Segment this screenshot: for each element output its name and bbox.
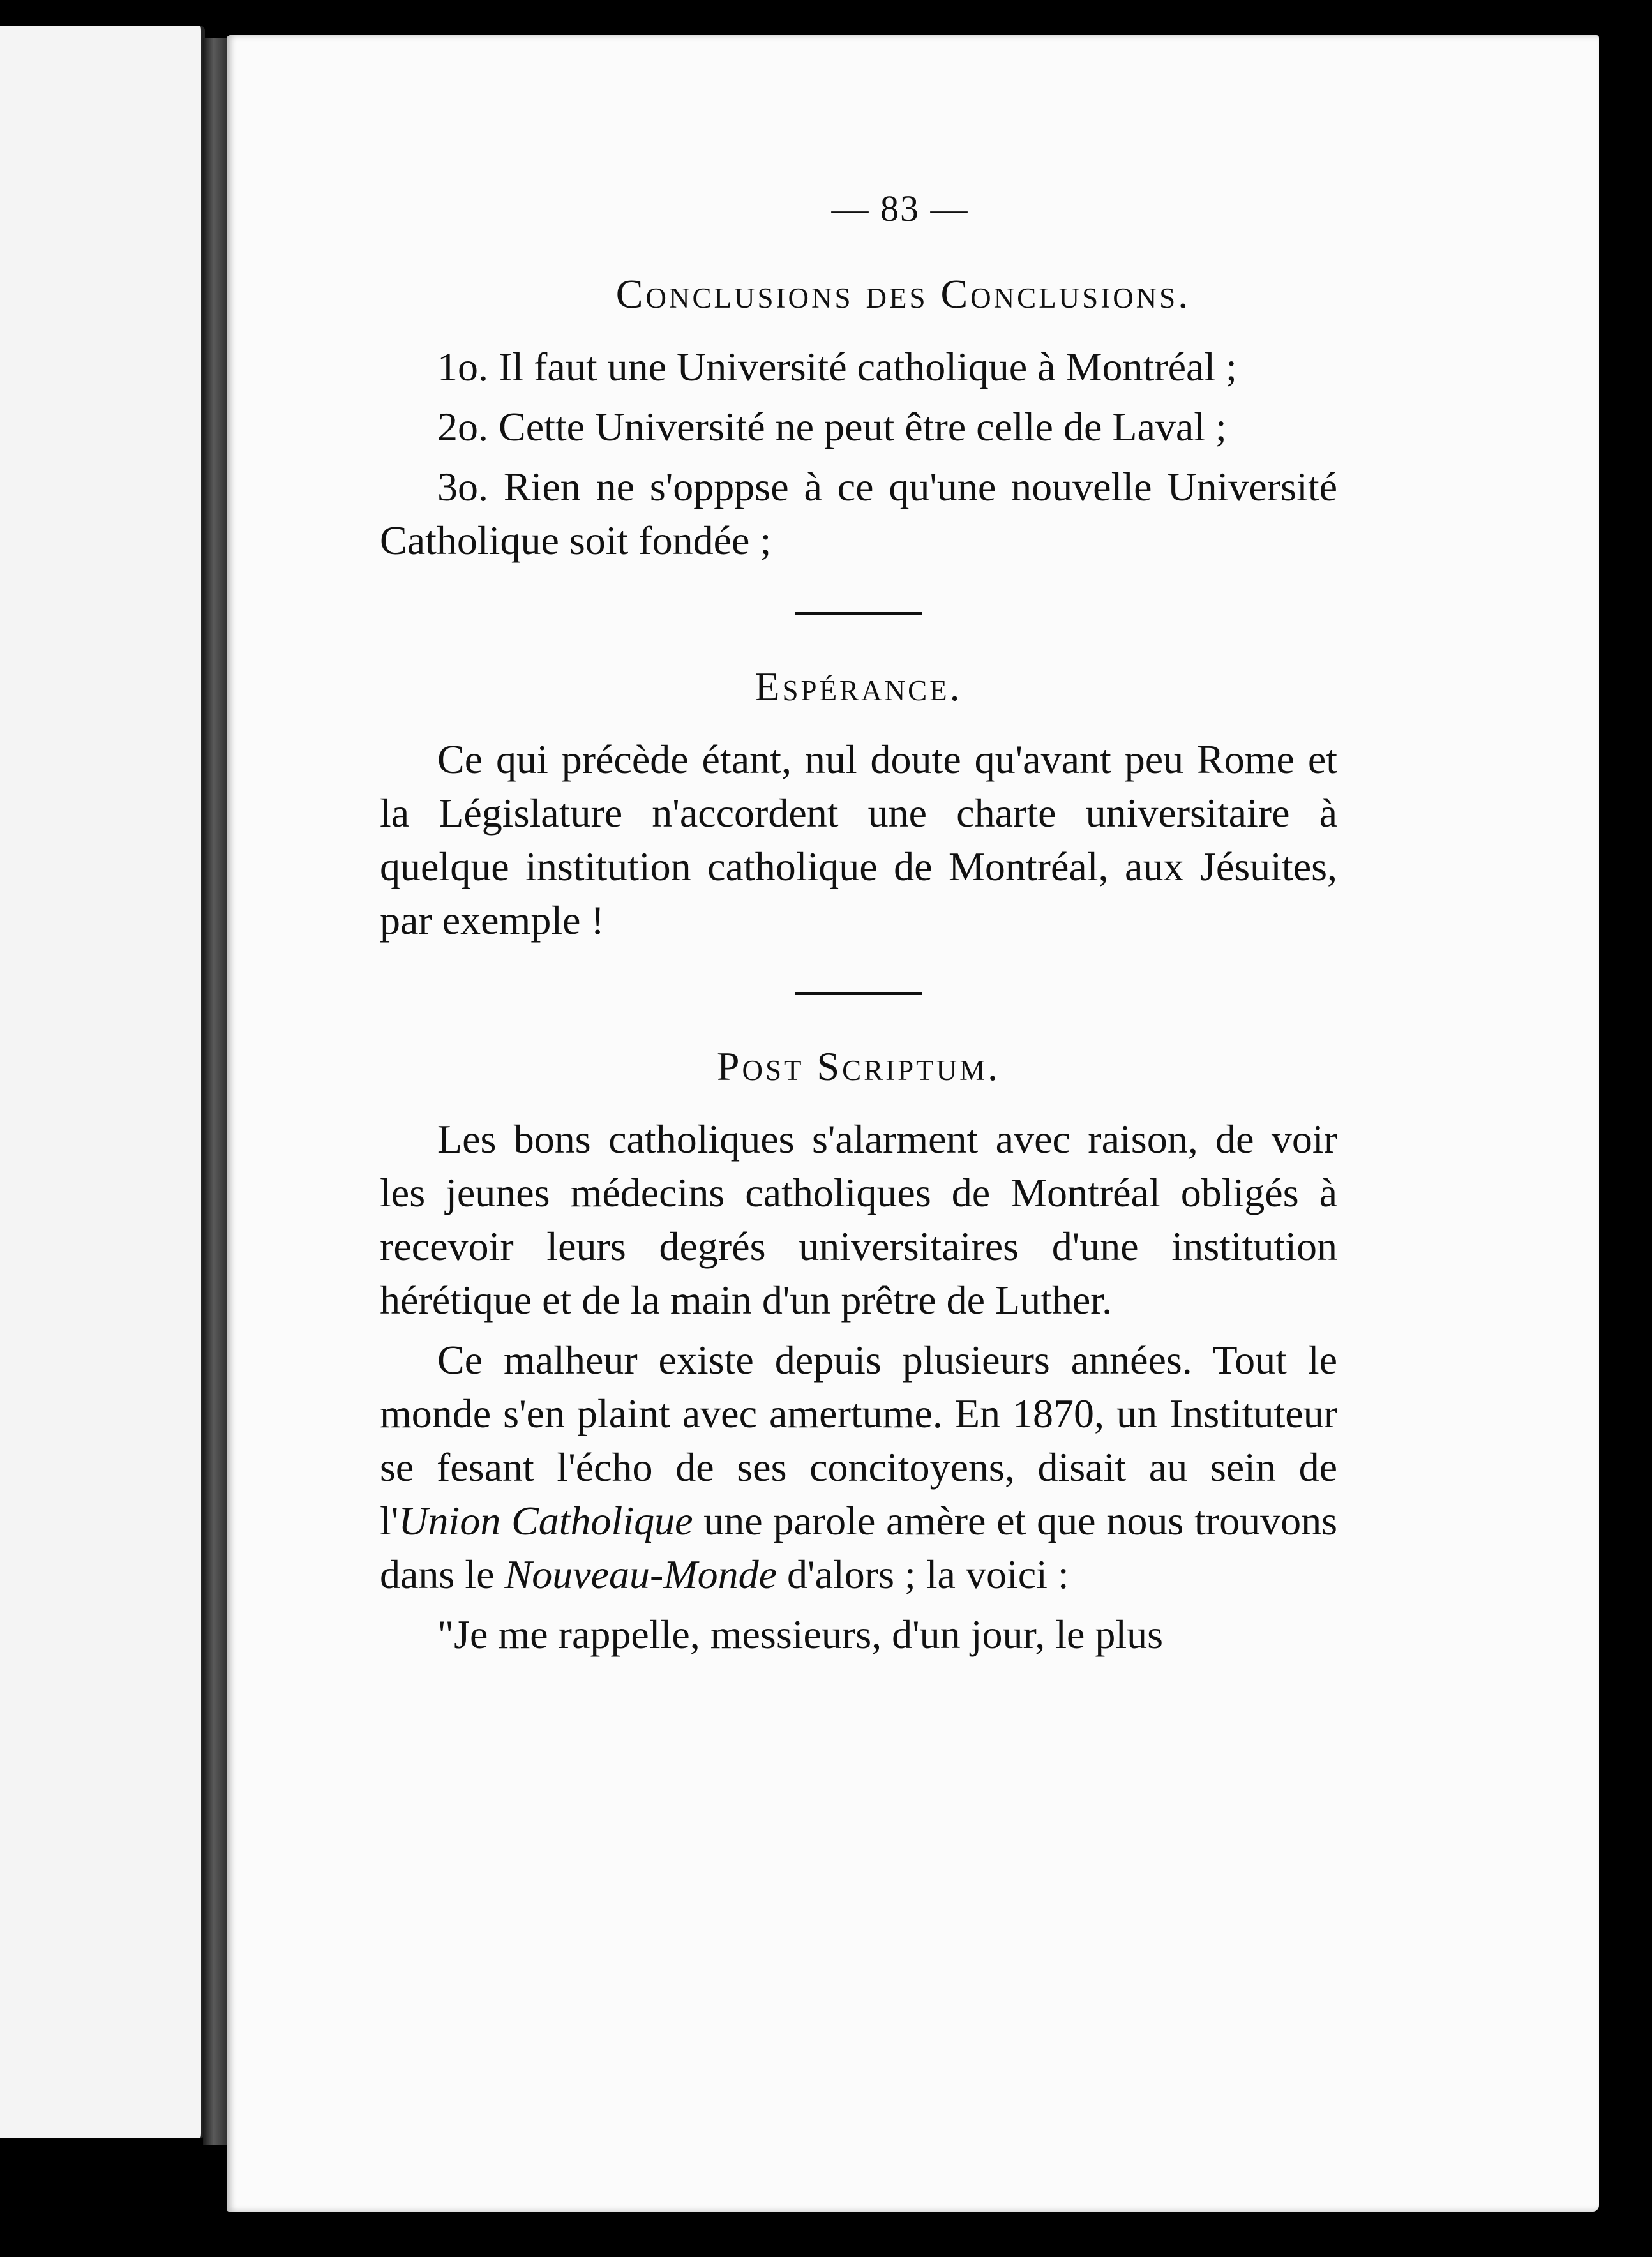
section-divider: [795, 992, 922, 995]
paragraph-text: d'alors ; la voici :: [777, 1552, 1069, 1597]
conclusion-item-1: 1o. Il faut une Université catholique à Montréal ;: [437, 344, 1237, 389]
section-title-conclusions: Conclusions des Conclusions.: [615, 271, 1191, 317]
section-divider: [795, 612, 922, 615]
section-title-esperance: Espérance.: [755, 664, 963, 709]
paragraph-text: une parole amère et que nous trouvons dans le: [380, 1498, 1337, 1597]
union-catholique-title: Union Catholique: [398, 1498, 693, 1543]
conclusion-item-2: 2o. Cette Université ne peut être celle de Laval ;: [437, 404, 1227, 449]
post-scriptum-paragraph-2: [380, 1333, 1337, 1601]
paragraph-text: Ce malheur existe depuis plusieurs années. Tout le monde s'en plaint avec amertume. En 1870, un Instituteur se fesant l'écho de ses concitoyens, disait au sein de l': [380, 1337, 1337, 1543]
conclusion-item-3: 3o. Rien ne s'opppse à ce qu'une nouvelle Université Catholique soit fondée ;: [380, 464, 1337, 563]
left-page-edge: [0, 26, 205, 2138]
nouveau-monde-title: Nouveau-Monde: [504, 1552, 777, 1597]
book-page: [227, 35, 1599, 2212]
section-title-post-scriptum: Post Scriptum.: [716, 1044, 1001, 1089]
page-number: — 83 —: [831, 188, 969, 229]
post-scriptum-paragraph-3: "Je me rappelle, messieurs, d'un jour, le plus: [437, 1612, 1164, 1657]
post-scriptum-paragraph-1: Les bons catholiques s'alarment avec raison, de voir les jeunes médecins catholiques de Montréal obligés à recevoir leurs degrés universitaires d'une institution hérétique et de la main d'un prêtre de Luther.: [380, 1116, 1337, 1323]
book-gutter: [203, 38, 230, 2145]
esperance-paragraph: Ce qui précède étant, nul doute qu'avant peu Rome et la Législature n'accordent une charte universitaire à quelque institution catholique de Montréal, aux Jésuites, par exemple !: [380, 737, 1337, 943]
page-text: [380, 182, 1337, 1668]
